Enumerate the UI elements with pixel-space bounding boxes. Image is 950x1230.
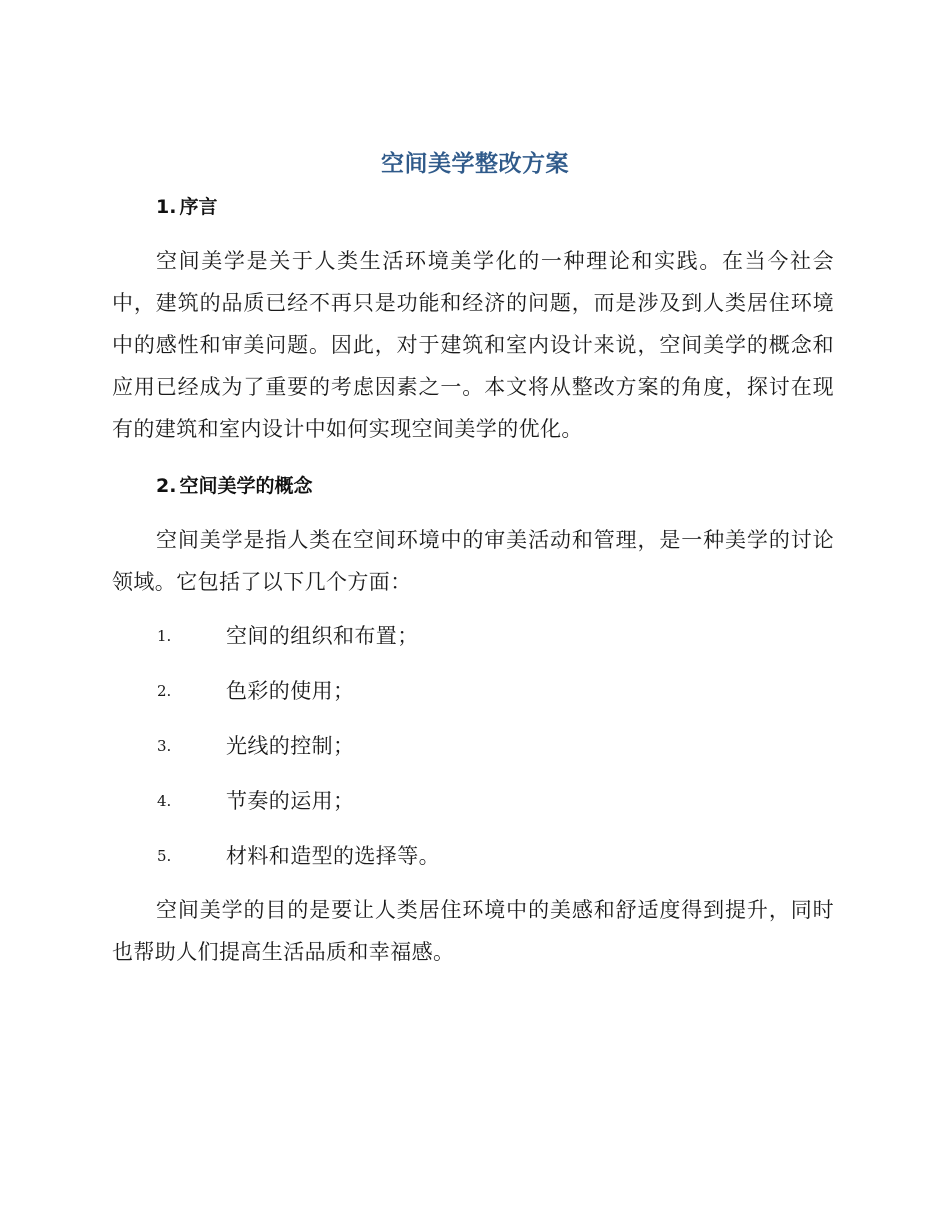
list-text: 材料和造型的选择等。 xyxy=(226,844,440,868)
list-text: 光线的控制； xyxy=(226,734,355,758)
document-title: 空间美学整改方案 xyxy=(381,151,569,177)
list-text: 空间的组织和布置； xyxy=(226,624,419,648)
section-number: 2. xyxy=(156,475,177,497)
list-item xyxy=(0,675,950,707)
paragraph-concept-purpose: 空间美学的目的是要让人类居住环境中的美感和舒适度得到提升，同时也帮助人们提高生活品质和幸福感。 xyxy=(112,898,834,964)
paragraph-concept-intro: 空间美学是指人类在空间环境中的审美活动和管理，是一种美学的讨论领域。它包括了以下几个方面： xyxy=(112,528,834,594)
paragraph-preface: 空间美学是关于人类生活环境美学化的一种理论和实践。在当今社会中，建筑的品质已经不再只是功能和经济的问题，而是涉及到人类居住环境中的感性和审美问题。因此，对于建筑和室内设计来说，空间美学的概念和应用已经成为了重要的考虑因素之一。本文将从整改方案的角度，探讨在现有的建筑和室内设计中如何实现空间美学的优化。 xyxy=(112,249,834,441)
list-item xyxy=(0,785,950,817)
list-number: 1. xyxy=(157,627,172,645)
list-text: 色彩的使用； xyxy=(226,679,355,703)
section-heading-preface xyxy=(156,192,217,222)
section-heading-concept xyxy=(156,471,312,501)
list-number: 3. xyxy=(157,737,172,755)
section-heading-text: 空间美学的概念 xyxy=(179,475,313,497)
list-number: 5. xyxy=(157,847,172,865)
list-item xyxy=(0,840,950,872)
list-number: 4. xyxy=(157,792,172,810)
list-number: 2. xyxy=(157,682,172,700)
section-number: 1. xyxy=(156,196,177,218)
list-text: 节奏的运用； xyxy=(226,789,355,813)
list-item xyxy=(0,730,950,762)
section-heading-text: 序言 xyxy=(179,196,218,218)
list-item xyxy=(0,620,950,652)
